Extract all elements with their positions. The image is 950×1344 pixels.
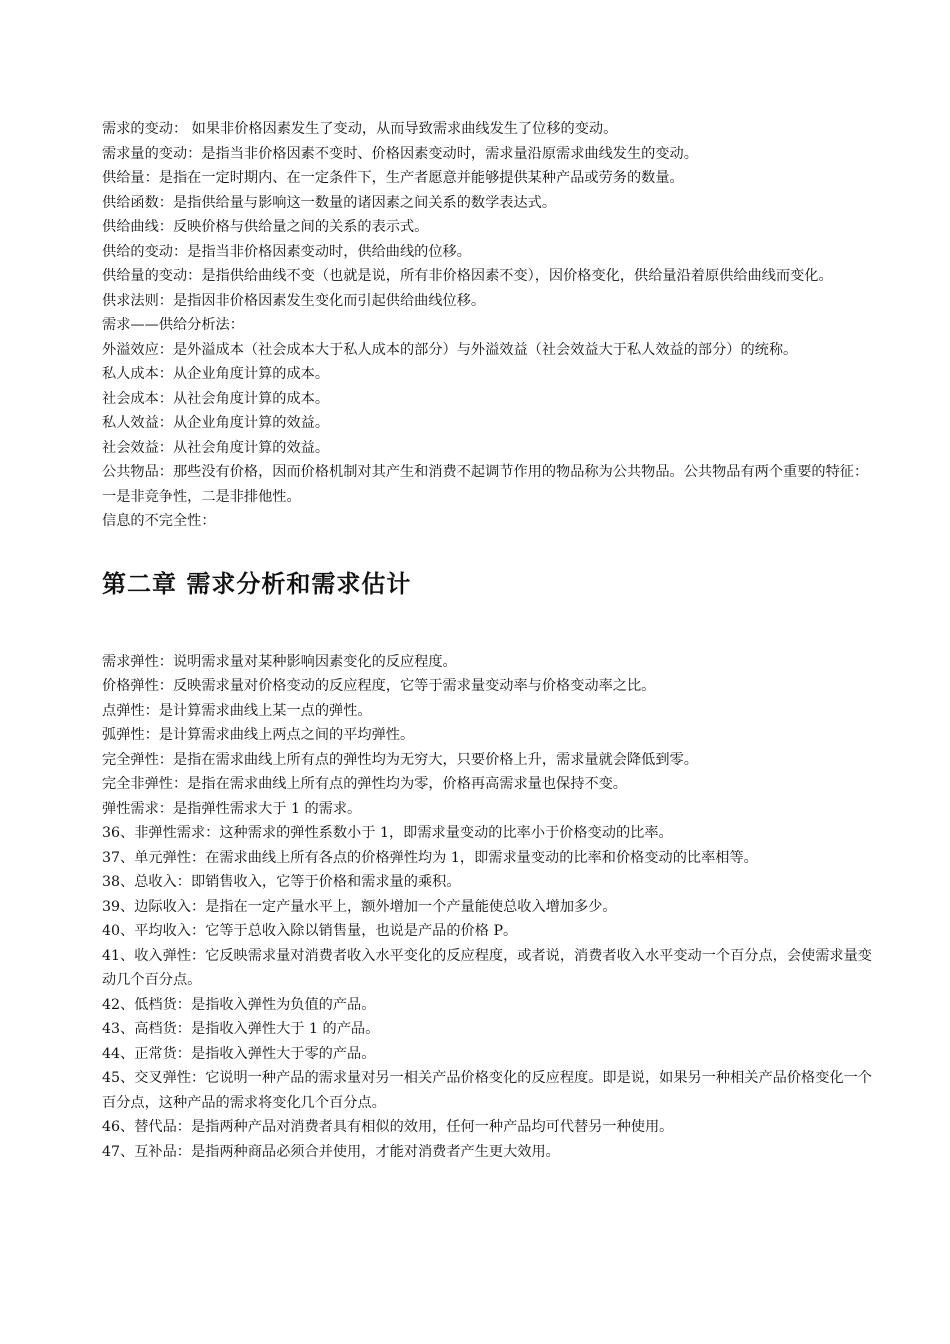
paragraph: 供给函数：是指供给量与影响这一数量的诸因素之间关系的数学表达式。 <box>102 194 557 211</box>
paragraph: 弧弹性：是计算需求曲线上两点之间的平均弹性。 <box>102 727 415 743</box>
paragraph: 需求的变动： 如果非价格因素发生了变动，从而导致需求曲线发生了位移的变动。 <box>102 121 618 137</box>
paragraph: 社会效益：从社会角度计算的效益。 <box>102 439 330 456</box>
paragraph: 供给量：是指在一定时期内、在一定条件下，生产者愿意并能够提供某种产品或劳务的数量。 <box>102 170 684 186</box>
paragraph: 37、单元弹性：在需求曲线上所有各点的价格弹性均为 1，即需求量变动的比率和价格变动的比率相等。 <box>102 849 758 866</box>
paragraph: 弹性需求：是指弹性需求大于 1 的需求。 <box>102 800 362 817</box>
paragraph: 私人成本：从企业角度计算的成本。 <box>102 366 330 382</box>
paragraph: 43、高档货：是指收入弹性大于 1 的产品。 <box>102 1021 380 1037</box>
paragraph: 点弹性：是计算需求曲线上某一点的弹性。 <box>102 702 372 719</box>
section-demand-analysis-terms <box>102 650 880 1165</box>
section-supply-demand-terms <box>102 117 880 534</box>
paragraph: 46、替代品：是指两种产品对消费者具有相似的效用，任何一种产品均可代替另一种使用。 <box>102 1119 674 1135</box>
paragraph: 信息的不完全性： <box>102 513 216 529</box>
paragraph: 需求——供给分析法： <box>102 317 244 333</box>
paragraph: 39、边际收入：是指在一定产量水平上，额外增加一个产量能使总收入增加多少。 <box>102 898 617 915</box>
chapter-heading: 第二章 需求分析和需求估计 <box>102 568 412 598</box>
paragraph: 供给的变动：是指当非价格因素变动时，供给曲线的位移。 <box>102 243 471 260</box>
paragraph: 完全弹性：是指在需求曲线上所有点的弹性均为无穷大，只要价格上升，需求量就会降低到零。 <box>102 751 698 768</box>
paragraph: 41、收入弹性：它反映需求量对消费者收入水平变化的反应程度，或者说，消费者收入水平变动一个百分点，会使需求量变动几个百分点。 <box>102 947 872 988</box>
paragraph: 36、非弹性需求：这种需求的弹性系数小于 1，即需求量变动的比率小于价格变动的比率。 <box>102 825 673 841</box>
paragraph: 私人效益：从企业角度计算的效益。 <box>102 415 330 431</box>
paragraph: 40、平均收入：它等于总收入除以销售量，也说是产品的价格 P。 <box>102 923 518 939</box>
paragraph: 42、低档货：是指收入弹性为负值的产品。 <box>102 996 376 1013</box>
paragraph: 需求量的变动：是指当非价格因素不变时、价格因素变动时，需求量沿原需求曲线发生的变动。 <box>102 145 698 162</box>
paragraph: 38、总收入：即销售收入，它等于价格和需求量的乘积。 <box>102 874 461 890</box>
paragraph: 公共物品：那些没有价格，因而价格机制对其产生和消费不起调节作用的物品称为公共物品。公共物品有两个重要的特征：一是非竞争性，二是非排他性。 <box>102 464 869 505</box>
paragraph: 价格弹性：反映需求量对价格变动的反应程度，它等于需求量变动率与价格变动率之比。 <box>102 678 656 694</box>
document-page <box>102 117 880 1164</box>
paragraph: 45、交叉弹性：它说明一种产品的需求量对另一相关产品价格变化的反应程度。即是说，如果另一种相关产品价格变化一个百分点，这种产品的需求将变化几个百分点。 <box>102 1070 872 1111</box>
paragraph: 供求法则：是指因非价格因素发生变化而引起供给曲线位移。 <box>102 292 486 309</box>
paragraph: 需求弹性：说明需求量对某种影响因素变化的反应程度。 <box>102 653 457 670</box>
paragraph: 47、互补品：是指两种商品必须合并使用，才能对消费者产生更大效用。 <box>102 1143 560 1160</box>
paragraph: 供给曲线：反映价格与供给量之间的关系的表示式。 <box>102 219 429 235</box>
paragraph: 供给量的变动：是指供给曲线不变（也就是说，所有非价格因素不变），因价格变化，供给量沿着原供给曲线而变化。 <box>102 268 833 284</box>
paragraph: 完全非弹性：是指在需求曲线上所有点的弹性均为零，价格再高需求量也保持不变。 <box>102 776 627 792</box>
paragraph: 44、正常货：是指收入弹性大于零的产品。 <box>102 1045 376 1062</box>
paragraph: 外溢效应：是外溢成本（社会成本大于私人成本的部分）与外溢效益（社会效益大于私人效益的部分）的统称。 <box>102 341 798 358</box>
paragraph: 社会成本：从社会角度计算的成本。 <box>102 390 330 407</box>
